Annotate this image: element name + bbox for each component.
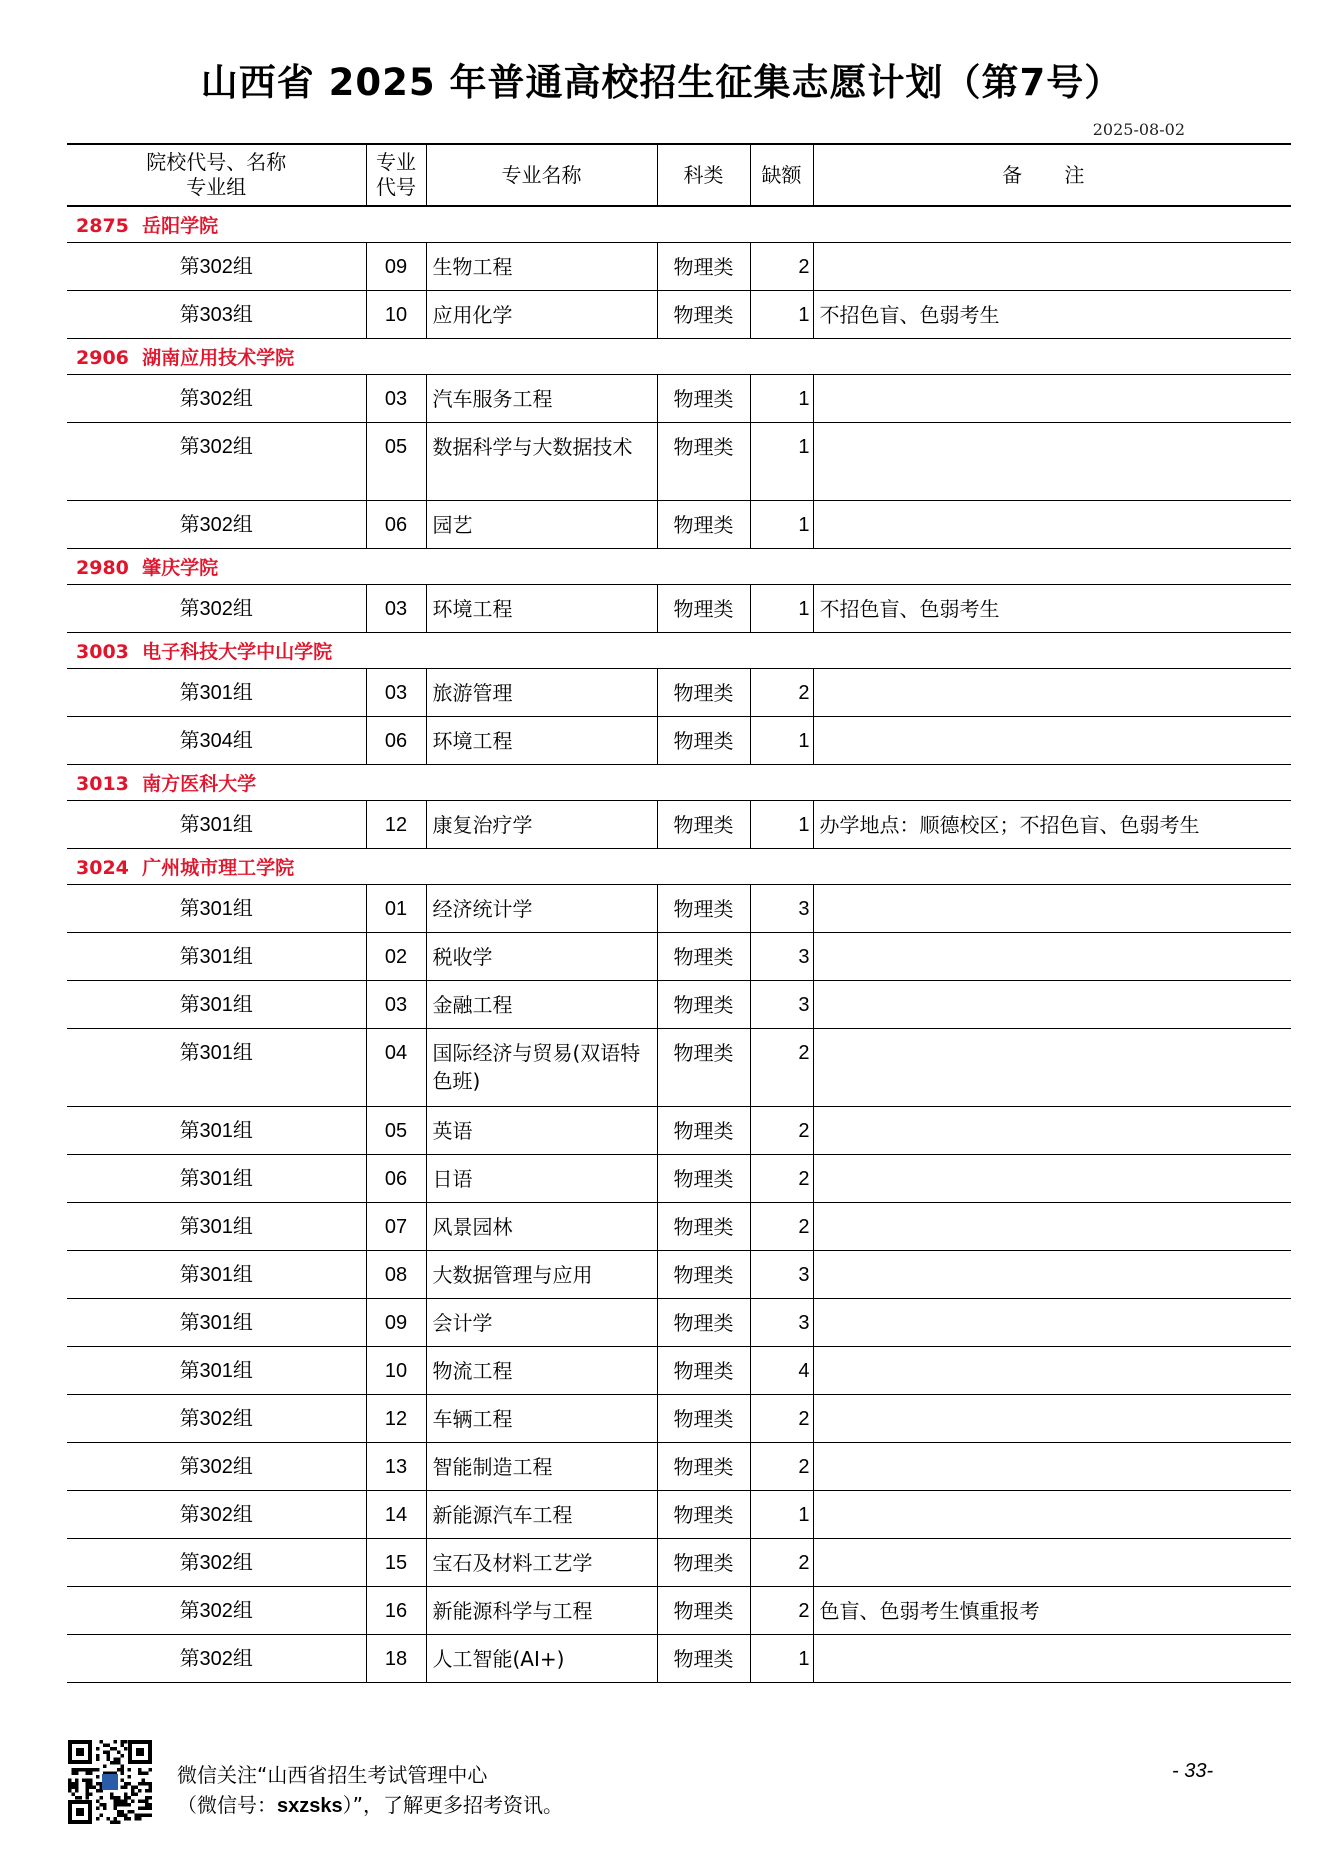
table-row bbox=[67, 423, 1291, 501]
remark-cell bbox=[813, 717, 1291, 765]
school-header-row bbox=[67, 849, 1291, 885]
table-row bbox=[67, 1539, 1291, 1587]
footer-wechat-note bbox=[177, 1760, 563, 1821]
group-cell: 第302组 bbox=[67, 1635, 366, 1683]
header-code-line1: 专业 bbox=[376, 150, 416, 174]
group-cell: 第301组 bbox=[67, 1155, 366, 1203]
table-row bbox=[67, 1155, 1291, 1203]
major-name-cell: 英语 bbox=[426, 1107, 657, 1155]
header-school-line1: 院校代号、名称 bbox=[146, 150, 287, 174]
category-cell: 物理类 bbox=[657, 1029, 750, 1107]
major-name-cell: 新能源汽车工程 bbox=[426, 1491, 657, 1539]
remark-cell bbox=[813, 375, 1291, 423]
table-row bbox=[67, 669, 1291, 717]
table-body bbox=[67, 206, 1291, 1683]
group-cell: 第301组 bbox=[67, 1299, 366, 1347]
school-code: 3003 bbox=[76, 641, 129, 663]
group-cell: 第303组 bbox=[67, 291, 366, 339]
major-code-cell: 14 bbox=[366, 1491, 426, 1539]
quota-cell: 4 bbox=[750, 1347, 813, 1395]
school-title bbox=[67, 206, 1291, 243]
group-cell: 第301组 bbox=[67, 1029, 366, 1107]
quota-cell: 1 bbox=[750, 585, 813, 633]
table-row bbox=[67, 1491, 1291, 1539]
quota-cell: 2 bbox=[750, 1587, 813, 1635]
quota-cell: 1 bbox=[750, 1491, 813, 1539]
table-row bbox=[67, 1347, 1291, 1395]
school-header-row bbox=[67, 549, 1291, 585]
category-cell: 物理类 bbox=[657, 1299, 750, 1347]
group-cell: 第302组 bbox=[67, 243, 366, 291]
group-cell: 第302组 bbox=[67, 585, 366, 633]
major-code-cell: 06 bbox=[366, 717, 426, 765]
major-name-cell: 应用化学 bbox=[426, 291, 657, 339]
school-header-row bbox=[67, 765, 1291, 801]
footer-wechat-id: sxzsks bbox=[277, 1795, 343, 1817]
major-name-cell: 大数据管理与应用 bbox=[426, 1251, 657, 1299]
remark-cell: 色盲、色弱考生慎重报考 bbox=[813, 1587, 1291, 1635]
category-cell: 物理类 bbox=[657, 1395, 750, 1443]
school-title bbox=[67, 633, 1291, 669]
major-name-cell: 经济统计学 bbox=[426, 885, 657, 933]
header-school-line2: 专业组 bbox=[186, 175, 247, 199]
quota-cell: 1 bbox=[750, 717, 813, 765]
table-row bbox=[67, 1395, 1291, 1443]
major-name-cell: 环境工程 bbox=[426, 717, 657, 765]
school-name: 广州城市理工学院 bbox=[142, 857, 295, 879]
category-cell: 物理类 bbox=[657, 585, 750, 633]
quota-cell: 2 bbox=[750, 669, 813, 717]
school-code: 2875 bbox=[76, 215, 129, 237]
major-name-cell: 生物工程 bbox=[426, 243, 657, 291]
group-cell: 第301组 bbox=[67, 885, 366, 933]
table-row bbox=[67, 885, 1291, 933]
remark-cell bbox=[813, 669, 1291, 717]
major-code-cell: 06 bbox=[366, 1155, 426, 1203]
category-cell: 物理类 bbox=[657, 1203, 750, 1251]
group-cell: 第301组 bbox=[67, 669, 366, 717]
quota-cell: 2 bbox=[750, 1395, 813, 1443]
major-name-cell: 物流工程 bbox=[426, 1347, 657, 1395]
major-name-cell: 宝石及材料工艺学 bbox=[426, 1539, 657, 1587]
school-name: 电子科技大学中山学院 bbox=[142, 641, 333, 663]
major-code-cell: 05 bbox=[366, 423, 426, 501]
table-row bbox=[67, 1299, 1291, 1347]
school-title bbox=[67, 339, 1291, 375]
remark-cell bbox=[813, 1107, 1291, 1155]
major-name-cell: 车辆工程 bbox=[426, 1395, 657, 1443]
category-cell: 物理类 bbox=[657, 717, 750, 765]
major-code-cell: 09 bbox=[366, 1299, 426, 1347]
school-title bbox=[67, 549, 1291, 585]
category-cell: 物理类 bbox=[657, 1347, 750, 1395]
major-code-cell: 13 bbox=[366, 1443, 426, 1491]
major-code-cell: 12 bbox=[366, 801, 426, 849]
table-row bbox=[67, 1029, 1291, 1107]
major-name-cell: 人工智能(AI+) bbox=[426, 1635, 657, 1683]
major-name-cell: 金融工程 bbox=[426, 981, 657, 1029]
group-cell: 第301组 bbox=[67, 1251, 366, 1299]
quota-cell: 2 bbox=[750, 1539, 813, 1587]
footer-line2-prefix: （微信号： bbox=[177, 1793, 277, 1817]
major-code-cell: 09 bbox=[366, 243, 426, 291]
group-cell: 第302组 bbox=[67, 1443, 366, 1491]
major-code-cell: 05 bbox=[366, 1107, 426, 1155]
page-title: 山西省 2025 年普通高校招生征集志愿计划（第7号） bbox=[200, 61, 1123, 104]
quota-cell: 1 bbox=[750, 423, 813, 501]
page-number: - 33- bbox=[1172, 1760, 1214, 1782]
group-cell: 第302组 bbox=[67, 1395, 366, 1443]
table-row bbox=[67, 933, 1291, 981]
group-cell: 第302组 bbox=[67, 501, 366, 549]
table-row bbox=[67, 801, 1291, 849]
header-remark-label: 备 注 bbox=[1002, 162, 1103, 187]
school-name: 南方医科大学 bbox=[142, 773, 257, 795]
major-code-cell: 03 bbox=[366, 585, 426, 633]
quota-cell: 3 bbox=[750, 1251, 813, 1299]
group-cell: 第302组 bbox=[67, 1587, 366, 1635]
table-header-row bbox=[67, 144, 1291, 206]
quota-cell: 3 bbox=[750, 1299, 813, 1347]
category-cell: 物理类 bbox=[657, 1539, 750, 1587]
school-name: 岳阳学院 bbox=[142, 215, 219, 237]
major-name-cell: 新能源科学与工程 bbox=[426, 1587, 657, 1635]
major-name-cell: 康复治疗学 bbox=[426, 801, 657, 849]
school-header-row bbox=[67, 206, 1291, 243]
school-name: 肇庆学院 bbox=[142, 557, 219, 579]
major-name-cell: 会计学 bbox=[426, 1299, 657, 1347]
group-cell: 第301组 bbox=[67, 1107, 366, 1155]
remark-cell bbox=[813, 1251, 1291, 1299]
enrollment-plan-table bbox=[67, 143, 1291, 1683]
category-cell: 物理类 bbox=[657, 501, 750, 549]
table-row bbox=[67, 1107, 1291, 1155]
school-header-row bbox=[67, 633, 1291, 669]
table-row bbox=[67, 1203, 1291, 1251]
group-cell: 第301组 bbox=[67, 1347, 366, 1395]
group-cell: 第302组 bbox=[67, 375, 366, 423]
category-cell: 物理类 bbox=[657, 1491, 750, 1539]
header-remark bbox=[813, 144, 1291, 206]
remark-cell bbox=[813, 981, 1291, 1029]
quota-cell: 2 bbox=[750, 1155, 813, 1203]
category-cell: 物理类 bbox=[657, 1107, 750, 1155]
category-cell: 物理类 bbox=[657, 885, 750, 933]
category-cell: 物理类 bbox=[657, 1155, 750, 1203]
remark-cell bbox=[813, 1491, 1291, 1539]
major-code-cell: 10 bbox=[366, 291, 426, 339]
header-category: 科类 bbox=[657, 144, 750, 206]
table-row bbox=[67, 501, 1291, 549]
category-cell: 物理类 bbox=[657, 669, 750, 717]
header-major: 专业名称 bbox=[426, 144, 657, 206]
category-cell: 物理类 bbox=[657, 243, 750, 291]
table-row bbox=[67, 375, 1291, 423]
category-cell: 物理类 bbox=[657, 1443, 750, 1491]
header-code-line2: 代号 bbox=[376, 175, 416, 199]
group-cell: 第302组 bbox=[67, 1491, 366, 1539]
major-code-cell: 03 bbox=[366, 981, 426, 1029]
category-cell: 物理类 bbox=[657, 801, 750, 849]
major-code-cell: 04 bbox=[366, 1029, 426, 1107]
category-cell: 物理类 bbox=[657, 1587, 750, 1635]
major-name-cell: 风景园林 bbox=[426, 1203, 657, 1251]
table-row bbox=[67, 1635, 1291, 1683]
table-row bbox=[67, 717, 1291, 765]
quota-cell: 1 bbox=[750, 291, 813, 339]
major-name-cell: 旅游管理 bbox=[426, 669, 657, 717]
major-name-cell: 日语 bbox=[426, 1155, 657, 1203]
major-name-cell: 园艺 bbox=[426, 501, 657, 549]
major-code-cell: 06 bbox=[366, 501, 426, 549]
quota-cell: 3 bbox=[750, 885, 813, 933]
wechat-qr-code bbox=[67, 1739, 153, 1825]
remark-cell bbox=[813, 1155, 1291, 1203]
header-school bbox=[67, 144, 366, 206]
footer-line1: 微信关注“山西省招生考试管理中心 bbox=[177, 1763, 488, 1787]
group-cell: 第301组 bbox=[67, 801, 366, 849]
school-code: 3024 bbox=[76, 857, 129, 879]
group-cell: 第302组 bbox=[67, 1539, 366, 1587]
quota-cell: 2 bbox=[750, 1443, 813, 1491]
table-row bbox=[67, 1587, 1291, 1635]
school-title bbox=[67, 849, 1291, 885]
school-name: 湖南应用技术学院 bbox=[142, 347, 295, 369]
category-cell: 物理类 bbox=[657, 423, 750, 501]
remark-cell bbox=[813, 243, 1291, 291]
quota-cell: 1 bbox=[750, 375, 813, 423]
footer-line2 bbox=[177, 1790, 563, 1821]
remark-cell bbox=[813, 1395, 1291, 1443]
major-name-cell: 数据科学与大数据技术 bbox=[426, 423, 657, 501]
remark-cell: 不招色盲、色弱考生 bbox=[813, 291, 1291, 339]
major-code-cell: 01 bbox=[366, 885, 426, 933]
major-name-cell: 汽车服务工程 bbox=[426, 375, 657, 423]
major-code-cell: 10 bbox=[366, 1347, 426, 1395]
quota-cell: 2 bbox=[750, 1107, 813, 1155]
major-name-cell: 环境工程 bbox=[426, 585, 657, 633]
group-cell: 第302组 bbox=[67, 423, 366, 501]
table-row bbox=[67, 585, 1291, 633]
major-code-cell: 12 bbox=[366, 1395, 426, 1443]
remark-cell bbox=[813, 1203, 1291, 1251]
footer-line2-suffix: ）”，了解更多招考资讯。 bbox=[342, 1793, 563, 1817]
remark-cell bbox=[813, 501, 1291, 549]
major-code-cell: 16 bbox=[366, 1587, 426, 1635]
quota-cell: 2 bbox=[750, 1029, 813, 1107]
school-title bbox=[67, 765, 1291, 801]
remark-cell bbox=[813, 933, 1291, 981]
major-code-cell: 18 bbox=[366, 1635, 426, 1683]
school-code: 2906 bbox=[76, 347, 129, 369]
quota-cell: 1 bbox=[750, 501, 813, 549]
remark-cell bbox=[813, 885, 1291, 933]
school-code: 3013 bbox=[76, 773, 129, 795]
major-code-cell: 08 bbox=[366, 1251, 426, 1299]
remark-cell: 办学地点：顺德校区；不招色盲、色弱考生 bbox=[813, 801, 1291, 849]
header-code bbox=[366, 144, 426, 206]
remark-cell bbox=[813, 1539, 1291, 1587]
category-cell: 物理类 bbox=[657, 375, 750, 423]
quota-cell: 3 bbox=[750, 933, 813, 981]
remark-cell: 不招色盲、色弱考生 bbox=[813, 585, 1291, 633]
group-cell: 第301组 bbox=[67, 981, 366, 1029]
major-code-cell: 07 bbox=[366, 1203, 426, 1251]
major-code-cell: 15 bbox=[366, 1539, 426, 1587]
remark-cell bbox=[813, 1443, 1291, 1491]
category-cell: 物理类 bbox=[657, 933, 750, 981]
remark-cell bbox=[813, 423, 1291, 501]
major-name-cell: 国际经济与贸易(双语特色班) bbox=[426, 1029, 657, 1107]
header-quota: 缺额 bbox=[750, 144, 813, 206]
school-code: 2980 bbox=[76, 557, 129, 579]
quota-cell: 2 bbox=[750, 1203, 813, 1251]
major-code-cell: 03 bbox=[366, 375, 426, 423]
group-cell: 第301组 bbox=[67, 1203, 366, 1251]
quota-cell: 1 bbox=[750, 1635, 813, 1683]
publish-date: 2025-08-02 bbox=[1092, 120, 1185, 139]
table-row bbox=[67, 1443, 1291, 1491]
quota-cell: 2 bbox=[750, 243, 813, 291]
remark-cell bbox=[813, 1635, 1291, 1683]
table-row bbox=[67, 291, 1291, 339]
table-row bbox=[67, 1251, 1291, 1299]
major-name-cell: 智能制造工程 bbox=[426, 1443, 657, 1491]
quota-cell: 3 bbox=[750, 981, 813, 1029]
remark-cell bbox=[813, 1299, 1291, 1347]
remark-cell bbox=[813, 1347, 1291, 1395]
group-cell: 第301组 bbox=[67, 933, 366, 981]
category-cell: 物理类 bbox=[657, 1251, 750, 1299]
major-name-cell: 税收学 bbox=[426, 933, 657, 981]
group-cell: 第304组 bbox=[67, 717, 366, 765]
category-cell: 物理类 bbox=[657, 1635, 750, 1683]
remark-cell bbox=[813, 1029, 1291, 1107]
table-row bbox=[67, 981, 1291, 1029]
category-cell: 物理类 bbox=[657, 291, 750, 339]
quota-cell: 1 bbox=[750, 801, 813, 849]
category-cell: 物理类 bbox=[657, 981, 750, 1029]
major-code-cell: 03 bbox=[366, 669, 426, 717]
table-row bbox=[67, 243, 1291, 291]
school-header-row bbox=[67, 339, 1291, 375]
major-code-cell: 02 bbox=[366, 933, 426, 981]
